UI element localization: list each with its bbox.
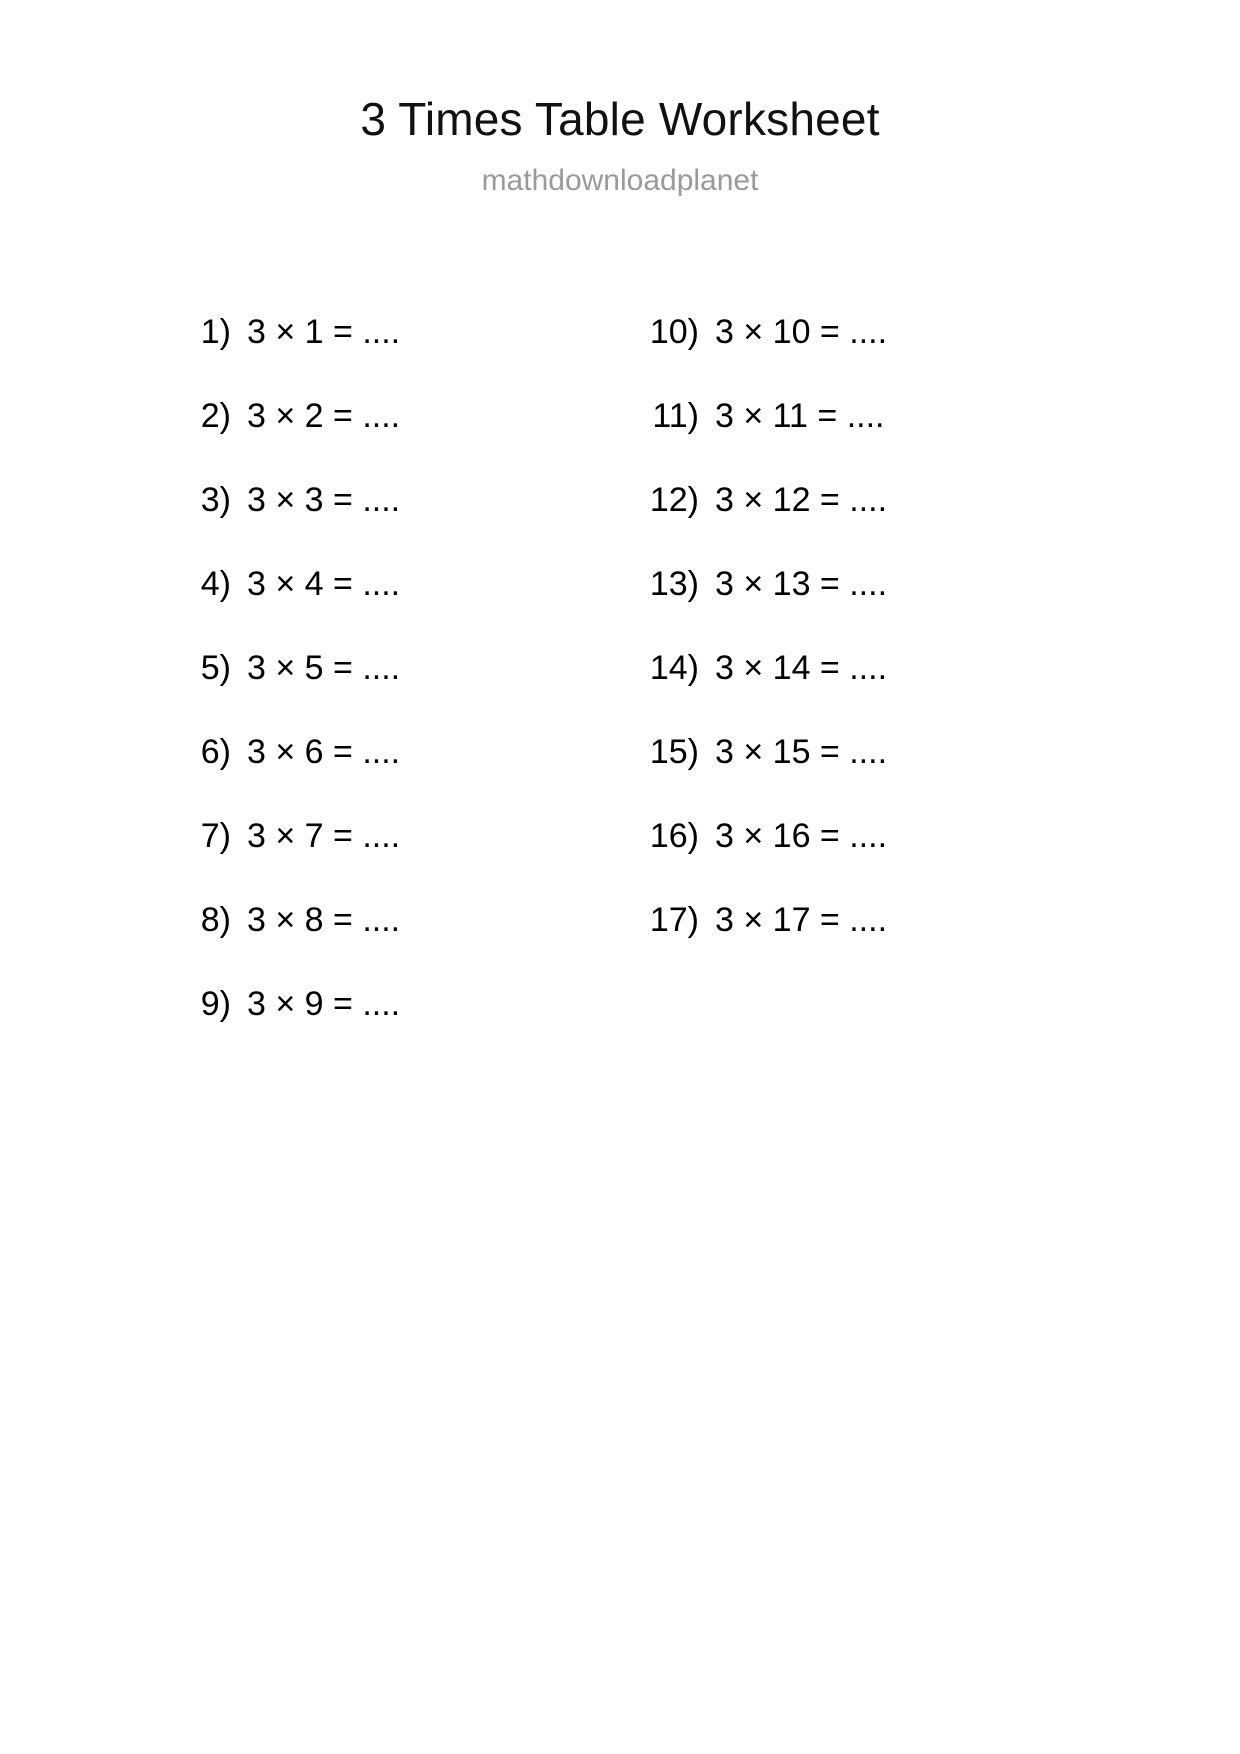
problem-item: [175, 458, 625, 542]
problem-number: 17): [649, 901, 699, 939]
problem-item: [175, 710, 625, 794]
problem-expression: 3 × 10 = ....: [715, 313, 888, 351]
problem-number: 16): [649, 817, 699, 855]
problem-expression: 3 × 1 = ....: [247, 313, 401, 351]
problem-number: 13): [649, 565, 699, 603]
problem-item: [625, 458, 1075, 542]
problem-item: [625, 626, 1075, 710]
problem-number: 11): [652, 397, 699, 435]
problem-number: 7): [200, 817, 231, 855]
problem-expression: 3 × 12 = ....: [715, 481, 888, 519]
problem-number: 12): [649, 481, 699, 519]
problem-item: [175, 626, 625, 710]
problem-number: 15): [649, 733, 699, 771]
problem-item: [175, 794, 625, 878]
page-title: 3 Times Table Worksheet: [360, 93, 880, 145]
problems-column-left: [175, 290, 625, 1046]
problem-expression: 3 × 9 = ....: [247, 985, 401, 1023]
problem-expression: 3 × 6 = ....: [247, 733, 401, 771]
problems-container: [0, 290, 1240, 1046]
problem-number: 4): [200, 565, 231, 603]
problem-expression: 3 × 15 = ....: [715, 733, 888, 771]
problem-expression: 3 × 7 = ....: [247, 817, 401, 855]
problem-item: [625, 794, 1075, 878]
problem-number: 10): [649, 313, 699, 351]
problem-expression: 3 × 4 = ....: [247, 565, 401, 603]
problem-expression: 3 × 2 = ....: [247, 397, 401, 435]
problem-expression: 3 × 11 = ....: [715, 397, 885, 435]
problem-item: [175, 290, 625, 374]
problems-column-right: [625, 290, 1075, 1046]
problem-number: 14): [649, 649, 699, 687]
problem-item: [625, 542, 1075, 626]
problem-number: 2): [200, 397, 231, 435]
problem-expression: 3 × 17 = ....: [715, 901, 888, 939]
problem-number: 1): [200, 313, 231, 351]
problem-expression: 3 × 14 = ....: [715, 649, 888, 687]
problem-expression: 3 × 5 = ....: [247, 649, 401, 687]
problem-number: 9): [200, 985, 231, 1023]
problem-item: [175, 374, 625, 458]
problem-number: 5): [200, 649, 231, 687]
problem-number: 3): [200, 481, 231, 519]
problem-item: [175, 962, 625, 1046]
problem-expression: 3 × 8 = ....: [247, 901, 401, 939]
problem-expression: 3 × 13 = ....: [715, 565, 888, 603]
problem-item: [625, 290, 1075, 374]
problem-item: [175, 878, 625, 962]
page-subtitle: mathdownloadplanet: [481, 164, 759, 197]
problem-item: [625, 374, 1075, 458]
problem-item: [175, 542, 625, 626]
problem-expression: 3 × 16 = ....: [715, 817, 888, 855]
problem-item: [625, 878, 1075, 962]
problem-item: [625, 710, 1075, 794]
problem-expression: 3 × 3 = ....: [247, 481, 401, 519]
problem-number: 8): [200, 901, 231, 939]
problem-number: 6): [200, 733, 231, 771]
